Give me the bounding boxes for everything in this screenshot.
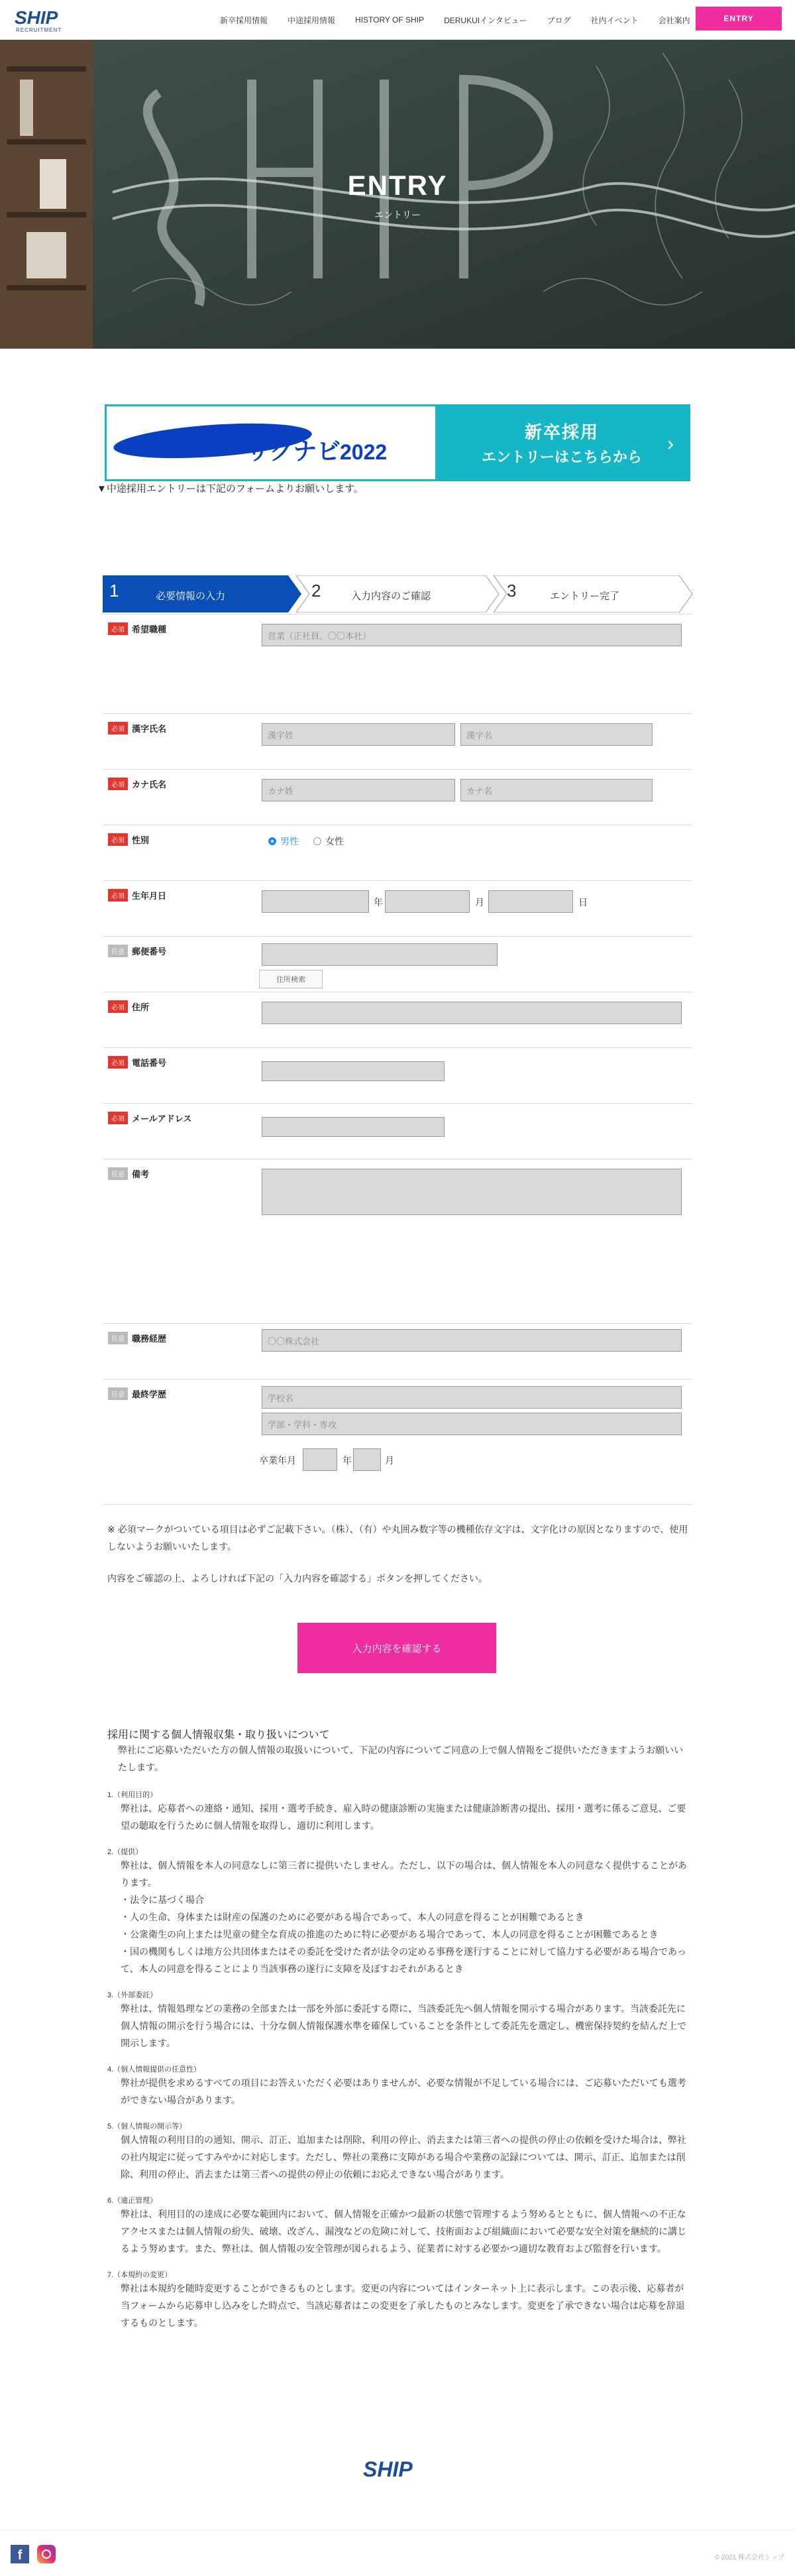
row-email — [103, 1103, 692, 1159]
step-2-number: 2 — [311, 581, 321, 601]
privacy-section-body: 弊社は、応募者への連絡・通知、採用・選考手続き、雇入時の健康診断の実施または健康診断書の提出、採用・選考に係るご意見、ご要望の聴取を行うために個人情報を取得し、適切に利用します。 — [121, 1803, 686, 1831]
logo-sub: RECRUITMENT — [16, 27, 62, 33]
graduation-month-unit: 月 — [385, 1455, 394, 1466]
birthdate-label: 必須 生年月日 — [108, 889, 166, 902]
required-badge: 必須 — [108, 622, 128, 635]
mid-career-note: ▼中途採用エントリーは下記のフォームよりお願いします。 — [97, 483, 364, 495]
privacy-section-1 — [107, 1789, 690, 1834]
privacy-section-7 — [107, 2269, 690, 2331]
remarks-label: 任意 備考 — [108, 1167, 149, 1180]
privacy-policy — [107, 1726, 690, 2331]
graduation-year-input[interactable] — [303, 1448, 337, 1471]
gender-female-radio[interactable]: 女性 — [313, 835, 344, 848]
address-label: 必須 住所 — [108, 1000, 149, 1013]
instagram-icon[interactable] — [37, 2545, 56, 2563]
privacy-intro: 弊社にご応募いただいた方の個人情報の取扱いについて、下記の内容についてご同意の上で個人情報をご提供いただきますようお願いいたします。 — [118, 1745, 684, 1773]
position-label: 必須 希望職種 — [108, 622, 166, 635]
required-badge: 必須 — [108, 722, 128, 734]
phone-input[interactable] — [262, 1061, 445, 1081]
required-badge: 必須 — [108, 1000, 128, 1013]
hero-banner — [0, 40, 795, 349]
radio-selected-icon — [268, 837, 276, 845]
phone-label: 必須 電話番号 — [108, 1056, 166, 1069]
privacy-section-heading: 5.（個人情報の開示等） — [107, 2123, 187, 2131]
required-badge: 必須 — [108, 778, 128, 790]
row-remarks — [103, 1159, 692, 1283]
name-kanji-label: 必須 漢字氏名 — [108, 722, 166, 734]
row-gender — [103, 825, 692, 880]
svg-text:2022: 2022 — [340, 440, 388, 464]
nav-events[interactable]: 社内イベント — [590, 15, 639, 25]
site-footer — [0, 2530, 795, 2576]
nav-mid-career[interactable]: 中途採用情報 — [288, 15, 336, 25]
privacy-section-heading: 1.（利用目的） — [107, 1791, 158, 1799]
row-name-kana — [103, 769, 692, 825]
step-3-number: 3 — [507, 581, 517, 601]
first-name-kanji-input[interactable]: 漢字名 — [460, 723, 653, 746]
radio-icon — [313, 837, 321, 845]
last-name-kanji-input[interactable]: 漢字姓 — [262, 723, 455, 746]
graduation-month-input[interactable] — [353, 1448, 381, 1471]
remarks-textarea[interactable] — [262, 1169, 682, 1215]
svg-text:SHIP: SHIP — [363, 2457, 413, 2481]
row-name-kanji — [103, 713, 692, 769]
progress-steps — [103, 575, 692, 613]
email-label: 必須 メールアドレス — [108, 1112, 191, 1124]
step-1-number: 1 — [109, 581, 119, 601]
step-2 — [305, 575, 497, 613]
last-name-kana-input[interactable]: カナ姓 — [262, 779, 455, 801]
optional-badge: 任意 — [108, 1167, 128, 1180]
birth-month-input[interactable] — [385, 890, 470, 913]
global-nav — [220, 0, 710, 40]
zip-label: 任意 郵便番号 — [108, 945, 166, 957]
step-1 — [103, 575, 295, 613]
birth-month-unit: 月 — [475, 897, 484, 907]
birth-day-unit: 日 — [578, 897, 588, 907]
career-input[interactable]: 〇〇株式会社 — [262, 1329, 682, 1352]
privacy-section-heading: 3.（外部委託） — [107, 1991, 158, 1999]
instagram-lens-icon — [42, 2549, 51, 2559]
graduation-label: 卒業年月 — [259, 1455, 296, 1466]
first-name-kana-input[interactable]: カナ名 — [460, 779, 653, 801]
email-input[interactable] — [262, 1117, 445, 1137]
copyright: © 2021 株式会社シップ — [715, 2554, 784, 2561]
privacy-section-body: 弊社が提供を求めるすべての項目にお答えいただく必要はありませんが、必要な情報が不足している場合には、ご応募いただいても選考ができない場合があります。 — [121, 2078, 686, 2105]
privacy-section-heading: 6.（適正管理） — [107, 2197, 158, 2205]
privacy-section-body: 弊社は、個人情報を本人の同意なしに第三者に提供いたしません。ただし、以下の場合は、個人情報を本人の同意なく提供することがあります。 — [121, 1860, 687, 1888]
address-input[interactable] — [262, 1002, 682, 1024]
facebook-icon[interactable]: f — [11, 2545, 29, 2563]
department-input[interactable]: 学部・学科・専攻 — [262, 1413, 682, 1435]
rikunabi-logo-panel — [107, 406, 435, 479]
nav-new-grad[interactable]: 新卒採用情報 — [220, 15, 268, 25]
rikunabi-banner[interactable] — [105, 404, 690, 481]
education-label: 任意 最終学歴 — [108, 1387, 166, 1400]
graduation-year-unit: 年 — [343, 1455, 352, 1466]
position-input[interactable]: 営業（正社員、〇〇本社） — [262, 624, 682, 646]
birth-day-input[interactable] — [488, 890, 573, 913]
footer-logo[interactable] — [358, 2453, 437, 2486]
privacy-title: 採用に関する個人情報収集・取り扱いについて — [107, 1729, 330, 1741]
privacy-list-item: ・人の生命、身体または財産の保護のために必要がある場合であって、本人の同意を得ることが困難であるとき — [121, 1912, 584, 1922]
row-position — [103, 614, 692, 677]
optional-badge: 任意 — [108, 1387, 128, 1400]
step-2-label: 入力内容のご確認 — [351, 591, 431, 602]
required-badge: 必須 — [108, 889, 128, 902]
nav-blog[interactable]: ブログ — [547, 15, 571, 25]
privacy-section-body: 弊社は、利用目的の達成に必要な範囲内において、個人情報を正確かつ最新の状態で管理するよう努めるとともに、個人情報への不正なアクセスまたは個人情報の紛失、破壊、改ざん、漏洩などの危険に対して、技術面および組織面において必要な安全対策を継続的に講じるよう努めます。また、弊社は、個人情報の安全管理が図られるよう、従業者に対する必要かつ適切な教育および監督を行います。 — [121, 2209, 687, 2254]
rikunabi-logo — [107, 406, 435, 479]
privacy-section-heading: 7.（本規約の変更） — [107, 2271, 172, 2279]
hero-subtitle: エントリー — [374, 209, 421, 220]
row-phone — [103, 1047, 692, 1103]
chevron-right-icon: › — [667, 433, 674, 455]
confirm-button[interactable]: 入力内容を確認する — [297, 1623, 496, 1673]
hero-title: ENTRY — [347, 170, 448, 201]
privacy-section-6 — [107, 2195, 690, 2257]
required-badge: 必須 — [108, 1112, 128, 1124]
optional-badge: 任意 — [108, 1332, 128, 1344]
ship-logo[interactable] — [12, 5, 78, 34]
privacy-list-item: ・法令に基づく場合 — [121, 1895, 204, 1905]
logo-text: SHIP — [15, 7, 58, 28]
header-entry-button[interactable]: ENTRY — [696, 7, 782, 30]
step-1-label: 必要情報の入力 — [156, 591, 226, 602]
row-career — [103, 1323, 692, 1379]
address-search-button[interactable]: 住所検索 — [259, 970, 323, 988]
site-header — [0, 0, 795, 40]
nav-history[interactable]: HISTORY OF SHIP — [355, 15, 425, 25]
row-address — [103, 992, 692, 1047]
rikunabi-cta[interactable] — [435, 406, 688, 479]
row-education — [103, 1379, 692, 1505]
privacy-section-heading: 4.（個人情報提供の任意性） — [107, 2066, 201, 2074]
career-label: 任意 職務経歴 — [108, 1332, 166, 1344]
svg-text:リクナビ: リクナビ — [246, 438, 341, 465]
privacy-section-body: 個人情報の利用目的の通知、開示、訂正、追加または削除、利用の停止、消去または第三者への提供の停止の依頼を受けた場合は、弊社の社内規定に従ってすみやかに対応します。ただし、弊社の業務に支障がある場合や業務の記録については、開示、訂正、追加または削除、利用の停止、消去または第三者への提供の停止の依頼にお応えできない場合があります。 — [121, 2135, 686, 2180]
school-name-input[interactable]: 学校名 — [262, 1386, 682, 1409]
rikunabi-cta-line1: 新卒採用 — [524, 422, 599, 442]
privacy-list-item: ・国の機関もしくは地方公共団体またはその委託を受けた者が法令の定める事務を遂行することに対して協力する必要がある場合であって、本人の同意を得ることにより当該事務の遂行に支障を及ぼすおそれがあるとき — [121, 1946, 686, 1974]
step-3-label: エントリー完了 — [550, 591, 620, 602]
required-note: ※ 必須マークがついている項目は必ずご記載下さい。（株）、（有）や丸囲み数字等の機種依存文字は、文字化けの原因となりますので、使用しないようお願いいたします。 — [107, 1524, 688, 1552]
row-birthdate — [103, 880, 692, 936]
birth-year-input[interactable] — [262, 890, 369, 913]
nav-interview[interactable]: DERUKUIインタビュー — [444, 15, 527, 25]
privacy-section-heading: 2.（提供） — [107, 1848, 143, 1856]
required-badge: 必須 — [108, 833, 128, 846]
privacy-section-body: 弊社は、情報処理などの業務の全部または一部を外部に委託する際に、当該委託先へ個人情報を開示する場合があります。当該委託先に個人情報の開示を行う場合には、十分な個人情報保護水準を確保していることを条件として委託先を選定し、機密保持契約を結んだ上で開示します。 — [121, 2003, 686, 2048]
rikunabi-cta-line2: エントリーはこちらから — [481, 449, 642, 465]
name-kana-label: 必須 カナ氏名 — [108, 778, 166, 790]
gender-label: 必須 性別 — [108, 833, 149, 846]
row-zip — [103, 936, 692, 992]
privacy-section-2 — [107, 1846, 690, 1977]
step-3 — [500, 575, 692, 613]
privacy-list-item: ・公衆衛生の向上または児童の健全な育成の推進のために特に必要がある場合であって、本人の同意を得ることが困難であるとき — [121, 1929, 659, 1940]
privacy-section-body: 弊社は本規約を随時変更することができるものとします。変更の内容についてはインターネット上に表示します。この表示後、応募者が当フォームから応募申し込みをした時点で、当該応募者はこの変更を了承したものとみなします。変更を了承できない場合は応募を辞退するものとします。 — [121, 2283, 685, 2328]
gender-male-radio[interactable]: 男性 — [268, 835, 299, 848]
nav-company[interactable]: 会社案内 — [658, 15, 690, 25]
birth-year-unit: 年 — [374, 897, 383, 907]
privacy-section-3 — [107, 1989, 690, 2052]
optional-badge: 任意 — [108, 945, 128, 957]
zip-input[interactable] — [262, 943, 498, 966]
privacy-section-5 — [107, 2121, 690, 2183]
privacy-section-4 — [107, 2064, 690, 2109]
confirm-note: 内容をご確認の上、よろしければ下記の「入力内容を確認する」ボタンを押してください。 — [107, 1573, 488, 1584]
required-badge: 必須 — [108, 1056, 128, 1069]
